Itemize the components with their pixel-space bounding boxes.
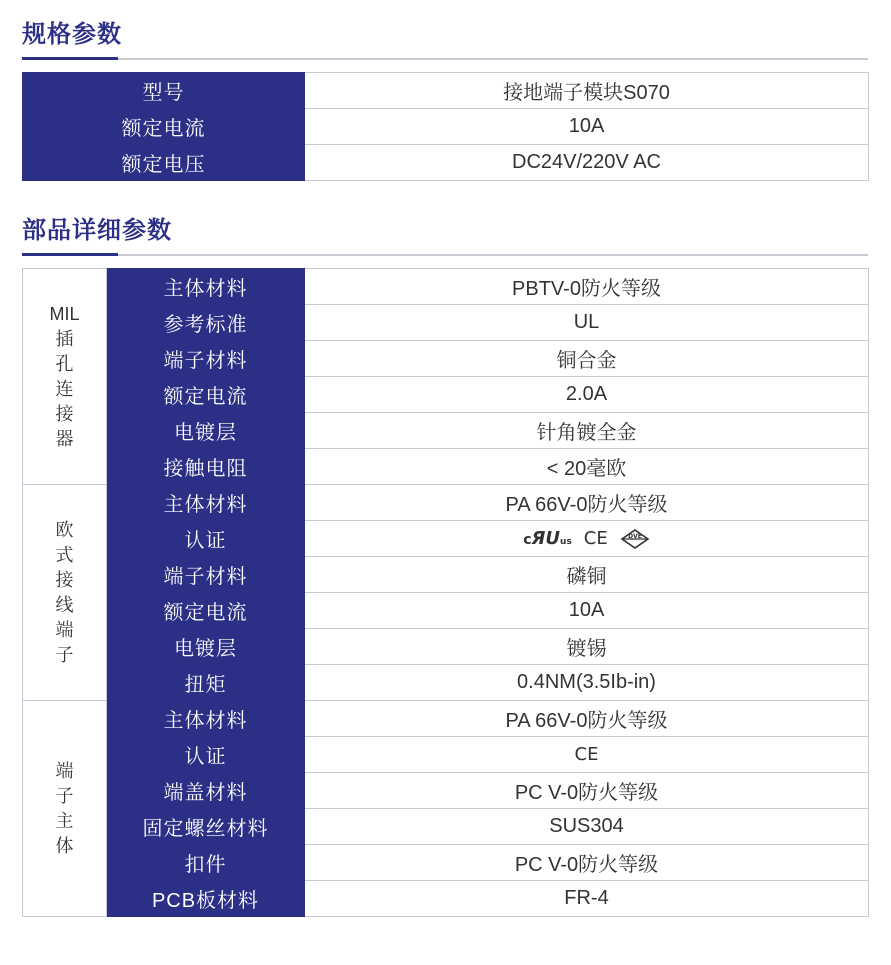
- row-label: 主体材料: [107, 269, 305, 305]
- table-row: [23, 629, 869, 665]
- row-label: 额定电流: [107, 377, 305, 413]
- row-label: 端盖材料: [107, 773, 305, 809]
- row-value: UL: [305, 305, 869, 341]
- table-row: [23, 341, 869, 377]
- table-row: [23, 485, 869, 521]
- row-label: 扣件: [107, 845, 305, 881]
- table-row: [23, 737, 869, 773]
- row-value: 10A: [305, 593, 869, 629]
- table-row: [23, 413, 869, 449]
- row-value: < 20毫欧: [305, 449, 869, 485]
- table-row: [23, 881, 869, 917]
- ce-mark-icon: C​E: [574, 744, 599, 765]
- row-label: 端子材料: [107, 341, 305, 377]
- row-value: 0.4NM(3.5Ib-in): [305, 665, 869, 701]
- table-row: [23, 557, 869, 593]
- table-row: [23, 145, 869, 181]
- table-row: [23, 305, 869, 341]
- table-row: [23, 73, 869, 109]
- ce-mark-icon: C​E: [583, 528, 608, 549]
- row-value: PC V-0防火等级: [305, 845, 869, 881]
- spec-value-current: 10A: [305, 109, 869, 145]
- row-label: 电镀层: [107, 413, 305, 449]
- row-label: 电镀层: [107, 629, 305, 665]
- spec-label-voltage: 额定电压: [23, 145, 305, 181]
- row-value: 2.0A: [305, 377, 869, 413]
- table-row: [23, 449, 869, 485]
- row-label: 主体材料: [107, 701, 305, 737]
- group-name-euro-terminal: 欧式接线端子: [23, 485, 107, 701]
- spec-label-current: 额定电流: [23, 109, 305, 145]
- spec-section-title: 规格参数: [22, 21, 122, 48]
- spec-table: [22, 72, 869, 181]
- row-label: 端子材料: [107, 557, 305, 593]
- row-label: 接触电阻: [107, 449, 305, 485]
- row-value: PA 66V-0防火等级: [305, 701, 869, 737]
- group-name-mil-connector: MIL插孔连接器: [23, 269, 107, 485]
- table-row: [23, 773, 869, 809]
- spec-value-voltage: DC24V/220V AC: [305, 145, 869, 181]
- certification-marks: [305, 521, 869, 557]
- table-row: [23, 809, 869, 845]
- spec-label-model: 型号: [23, 73, 305, 109]
- spec-title-underline: [22, 58, 868, 60]
- table-row: [23, 665, 869, 701]
- row-value: PA 66V-0防火等级: [305, 485, 869, 521]
- spec-value-model: 接地端子模块S070: [305, 73, 869, 109]
- svg-text:DVE: DVE: [627, 532, 642, 540]
- table-row: [23, 109, 869, 145]
- row-value: SUS304: [305, 809, 869, 845]
- row-label: PCB板材料: [107, 881, 305, 917]
- vde-mark-icon: [620, 528, 650, 550]
- row-value: 磷铜: [305, 557, 869, 593]
- row-label: 参考标准: [107, 305, 305, 341]
- row-label: 认证: [107, 521, 305, 557]
- row-label: 主体材料: [107, 485, 305, 521]
- details-title-underline: [22, 254, 868, 256]
- cul-us-mark-icon: cЯUus: [523, 528, 572, 549]
- table-row: [23, 593, 869, 629]
- certification-marks: [305, 737, 869, 773]
- table-row: [23, 845, 869, 881]
- details-section-title: 部品详细参数: [22, 217, 172, 244]
- table-row: [23, 377, 869, 413]
- group-name-terminal-body: 端子主体: [23, 701, 107, 917]
- row-label: 认证: [107, 737, 305, 773]
- row-value: PBTV-0防火等级: [305, 269, 869, 305]
- details-table: [22, 268, 869, 917]
- row-value: 针角镀全金: [305, 413, 869, 449]
- table-row: [23, 521, 869, 557]
- row-label: 固定螺丝材料: [107, 809, 305, 845]
- row-label: 额定电流: [107, 593, 305, 629]
- row-value: 铜合金: [305, 341, 869, 377]
- table-row: [23, 701, 869, 737]
- row-value: PC V-0防火等级: [305, 773, 869, 809]
- table-row: [23, 269, 869, 305]
- row-value: 镀锡: [305, 629, 869, 665]
- row-label: 扭矩: [107, 665, 305, 701]
- row-value: FR-4: [305, 881, 869, 917]
